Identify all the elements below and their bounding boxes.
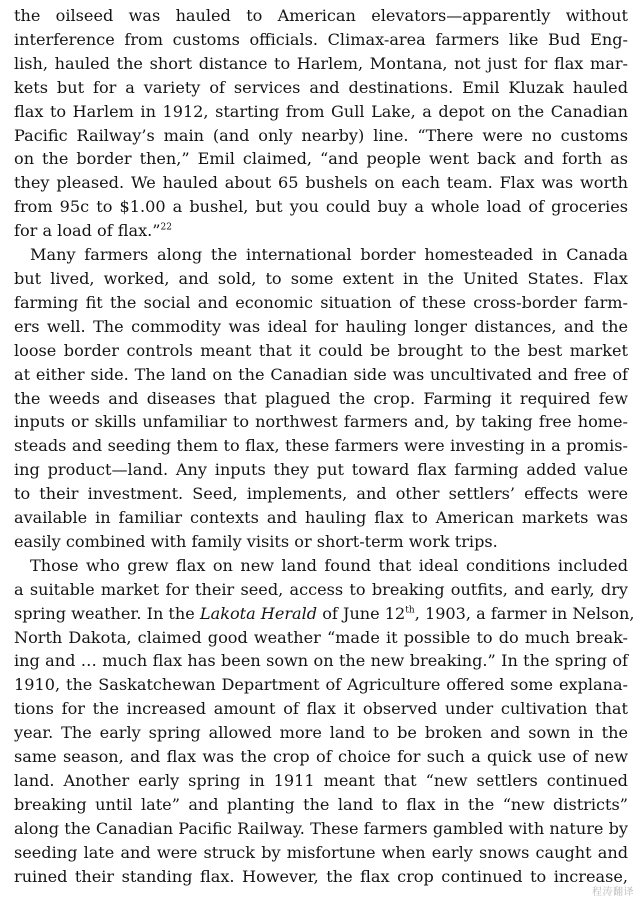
text-line: along the Canadian Pacific Railway. These farmers gambled with nature by <box>14 818 628 838</box>
paragraph-3 <box>14 554 635 889</box>
text-line: but lived, worked, and sold, to some extent in the United States. Flax <box>14 268 628 288</box>
text-line: a suitable market for their seed, access to breaking outfits, and early, dry <box>14 579 628 599</box>
paragraph-1 <box>14 4 628 243</box>
text-line: at either side. The land on the Canadian side was uncultivated and free of <box>14 364 628 384</box>
text-line-first: Many farmers along the international border homesteaded in Canada <box>30 245 628 265</box>
text-line: year. The early spring allowed more land to be broken and sown in the <box>14 723 628 743</box>
text-line: they pleased. We hauled about 65 bushels on each team. Flax was worth <box>14 173 628 193</box>
text-line: interference from customs officials. Climax-area farmers like Bud Eng- <box>14 29 628 49</box>
text-line-with-citation <box>14 602 635 626</box>
text-line: Pacific Railway’s main (and only nearby) line. “There were no customs <box>14 125 628 145</box>
text-line: available in familiar contexts and hauling flax to American markets was <box>14 508 628 528</box>
text-line: lish, hauled the short distance to Harlem, Montana, not just for flax mar- <box>14 53 628 73</box>
text-line: kets but for a variety of services and destinations. Emil Kluzak hauled <box>14 77 628 97</box>
newspaper-title: Lakota Herald <box>199 603 318 623</box>
text-line: loose border controls meant that it could be brought to the best market <box>14 340 628 360</box>
text-line: from 95c to $1.00 a bushel, but you could buy a whole load of groceries <box>14 197 628 217</box>
text-line: farming fit the social and economic situation of these cross-border farm- <box>14 292 628 312</box>
text-line: North Dakota, claimed good weather “made it possible to do much break- <box>14 627 628 647</box>
text-line: the oilseed was hauled to American elevators—apparently without <box>14 6 628 25</box>
text-fragment: of June 12 <box>317 603 406 623</box>
paragraph-2 <box>14 243 628 554</box>
text-line: ing and … much flax has been sown on the new breaking.” In the spring of <box>14 651 628 671</box>
text-line: inputs or skills unfamiliar to northwest farmers and, by taking free home- <box>14 412 628 432</box>
text-line: the weeds and diseases that plagued the crop. Farming it required few <box>14 388 628 408</box>
text-fragment: , 1903, a farmer in Nelson, <box>414 603 635 623</box>
footnote-marker: 22 <box>160 222 172 233</box>
text-fragment: for a load of flax.” <box>14 221 161 241</box>
text-line: on the border then,” Emil claimed, “and people went back and forth as <box>14 149 628 169</box>
watermark: 程涛翻译 <box>592 887 634 898</box>
ordinal-suffix: th <box>405 605 415 616</box>
text-line: breaking until late” and planting the land to flax in the “new districts” <box>14 794 628 814</box>
text-fragment: spring weather. In the <box>14 603 200 623</box>
text-line: ing product—land. Any inputs they put toward flax farming added value <box>14 460 628 480</box>
text-line: land. Another early spring in 1911 meant that “new settlers continued <box>14 771 628 790</box>
text-line-last: easily combined with family visits or short-term work trips. <box>14 531 498 551</box>
text-line: same season, and flax was the crop of choice for such a quick use of new <box>14 747 628 767</box>
text-line: to their investment. Seed, implements, and other settlers’ effects were <box>14 484 628 504</box>
text-line: ers well. The commodity was ideal for hauling longer distances, and the <box>14 316 628 336</box>
text-line: seeding late and were struck by misfortune when early snows caught and <box>14 842 628 862</box>
text-line: flax to Harlem in 1912, starting from Gull Lake, a depot on the Canadian <box>14 101 628 121</box>
text-line-first: Those who grew flax on new land found that ideal conditions included <box>30 555 628 575</box>
text-line: ruined their standing flax. However, the flax crop continued to increase, <box>14 866 628 886</box>
text-line: steads and seeding them to flax, these farmers were investing in a promis- <box>14 436 628 456</box>
text-line-last <box>14 219 628 243</box>
text-line: tions for the increased amount of flax it observed under cultivation that <box>14 699 628 719</box>
text-line: 1910, the Saskatchewan Department of Agriculture offered some explana- <box>14 675 628 695</box>
